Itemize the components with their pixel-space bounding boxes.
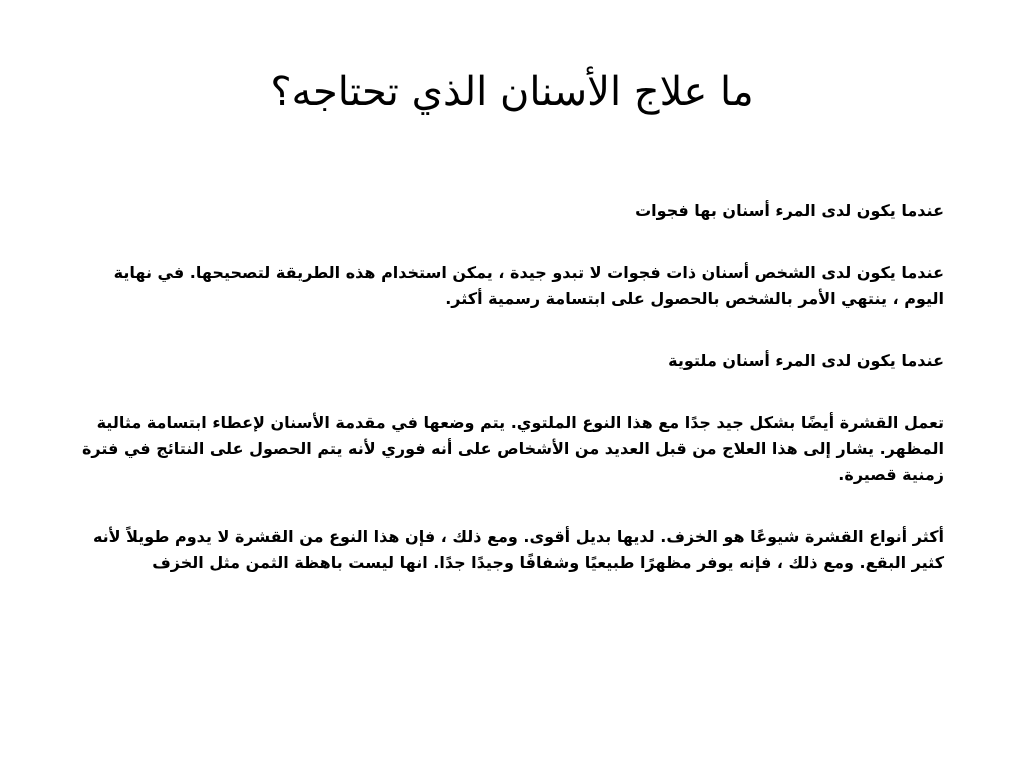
paragraph-gapped-teeth-heading: عندما يكون لدى المرء أسنان بها فجوات	[635, 201, 944, 220]
paragraph-porcelain-veneers-text: أكثر أنواع القشرة شيوعًا هو الخزف. لديها بديل أقوى. ومع ذلك ، فإن هذا النوع من القشرة لا يدوم طويلاً لأنه كثير البقع. ومع ذلك ، فإنه يوفر مظهرًا طبيعيًا وشفافًا وجيدًا جدًا. انها ليست باهظة الثمن مثل الخزف	[92, 527, 944, 572]
paragraph-crooked-teeth-text: تعمل القشرة أيضًا بشكل جيد جدًا مع هذا النوع الملتوي. يتم وضعها في مقدمة الأسنان لإعطاء ابتسامة مثالية المظهر. يشار إلى هذا العلاج من قبل العديد من الأشخاص على أنه فوري لأنه يتم الحصول على النتائج في فترة زمنية قصيرة.	[81, 413, 944, 484]
slide-title: ما علاج الأسنان الذي تحتاجه؟	[270, 69, 754, 115]
paragraph-gapped-teeth-text: عندما يكون لدى الشخص أسنان ذات فجوات لا تبدو جيدة ، يمكن استخدام هذه الطريقة لتصحيحها. في نهاية اليوم ، ينتهي الأمر بالشخص بالحصول على ابتسامة رسمية أكثر.	[113, 263, 944, 308]
slide-body	[80, 198, 944, 612]
paragraph-crooked-teeth-heading: عندما يكون لدى المرء أسنان ملتوية	[668, 351, 944, 370]
